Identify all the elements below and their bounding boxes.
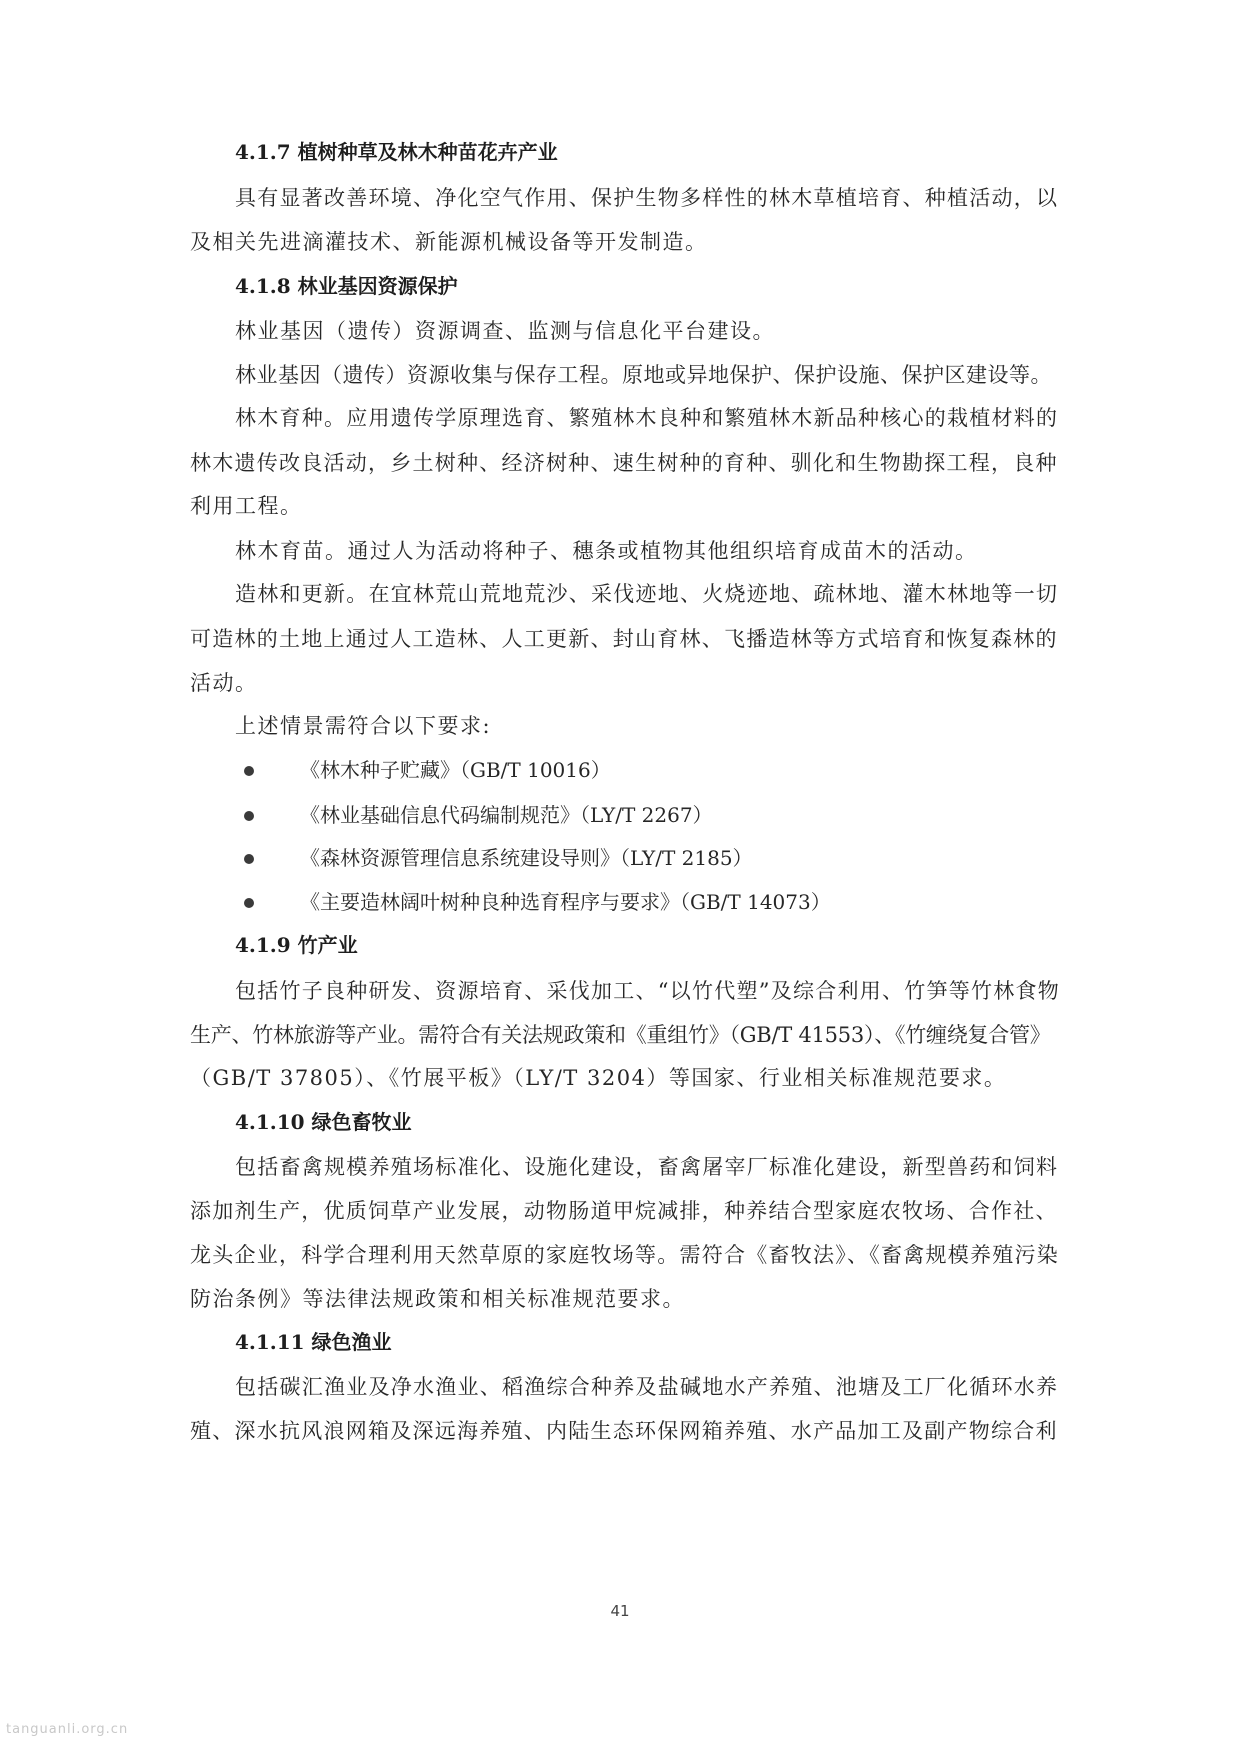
paragraph-line: 包括畜禽规模养殖场标准化、设施化建设，畜禽屠宰厂标准化建设，新型兽药和饲料 bbox=[235, 1155, 1059, 1179]
paragraph-line: 殖、深水抗风浪网箱及深远海养殖、内陆生态环保网箱养殖、水产品加工及副产物综合利 bbox=[190, 1419, 1058, 1443]
bullet-icon bbox=[244, 854, 254, 864]
section-heading-4-1-10: 4.1.10 绿色畜牧业 bbox=[235, 1110, 412, 1134]
list-item-text: 《林业基础信息代码编制规范》（LY/T 2267） bbox=[300, 803, 713, 827]
paragraph-line: 及相关先进滴灌技术、新能源机械设备等开发制造。 bbox=[190, 230, 708, 254]
paragraph-line: 龙头企业，科学合理利用天然草原的家庭牧场等。需符合《畜牧法》、《畜禽规模养殖污染 bbox=[190, 1243, 1059, 1267]
paragraph-line: 活动。 bbox=[190, 671, 258, 695]
watermark: tanguanli.org.cn bbox=[6, 1722, 129, 1737]
list-item-text: 《主要造林阔叶树种良种选育程序与要求》（GB/T 14073） bbox=[300, 890, 831, 914]
section-heading-4-1-11: 4.1.11 绿色渔业 bbox=[235, 1330, 392, 1354]
section-heading-4-1-7: 4.1.7 植树种草及林木种苗花卉产业 bbox=[235, 140, 558, 164]
bullet-icon bbox=[244, 898, 254, 908]
paragraph-line: 林木育种。应用遗传学原理选育、繁殖林木良种和繁殖林木新品种核心的栽植材料的 bbox=[235, 406, 1059, 430]
paragraph-line: 利用工程。 bbox=[190, 494, 303, 518]
paragraph-line: 林木遗传改良活动，乡土树种、经济树种、速生树种的育种、驯化和生物勘探工程，良种 bbox=[190, 451, 1058, 475]
paragraph-line: 上述情景需符合以下要求: bbox=[235, 714, 492, 738]
page-number: 41 bbox=[610, 1602, 630, 1620]
paragraph-line: 包括碳汇渔业及净水渔业、稻渔综合种养及盐碱地水产养殖、池塘及工厂化循环水养 bbox=[235, 1375, 1059, 1399]
paragraph-line: 包括竹子良种研发、资源培育、采伐加工、“以竹代塑”及综合利用、竹笋等竹林食物 bbox=[235, 979, 1060, 1003]
paragraph-line: 林业基因（遗传）资源收集与保存工程。原地或异地保护、保护设施、保护区建设等。 bbox=[235, 363, 1052, 387]
paragraph-line: 具有显著改善环境、净化空气作用、保护生物多样性的林木草植培育、种植活动，以 bbox=[235, 186, 1059, 210]
section-heading-4-1-9: 4.1.9 竹产业 bbox=[235, 933, 358, 957]
bullet-icon bbox=[244, 811, 254, 821]
section-heading-4-1-8: 4.1.8 林业基因资源保护 bbox=[235, 274, 458, 298]
list-item-text: 《林木种子贮藏》（GB/T 10016） bbox=[300, 758, 611, 782]
list-item-text: 《森林资源管理信息系统建设导则》（LY/T 2185） bbox=[300, 846, 753, 870]
paragraph-line: 可造林的土地上通过人工造林、人工更新、封山育林、飞播造林等方式培育和恢复森林的 bbox=[190, 627, 1058, 651]
bullet-icon bbox=[244, 766, 254, 776]
paragraph-line: 生产、竹林旅游等产业。需符合有关法规政策和《重组竹》（GB/T 41553）、《竹缠绕复合管》 bbox=[190, 1023, 1051, 1047]
paragraph-line: （GB/T 37805）、《竹展平板》（LY/T 3204）等国家、行业相关标准规范要求。 bbox=[190, 1066, 1007, 1090]
paragraph-line: 添加剂生产，优质饲草产业发展，动物肠道甲烷减排，种养结合型家庭农牧场、合作社、 bbox=[190, 1199, 1058, 1223]
paragraph-line: 防治条例》等法律法规政策和相关标准规范要求。 bbox=[190, 1287, 685, 1311]
paragraph-line: 造林和更新。在宜林荒山荒地荒沙、采伐迹地、火烧迹地、疏林地、灌木林地等一切 bbox=[235, 582, 1059, 606]
paragraph-line: 林木育苗。通过人为活动将种子、穗条或植物其他组织培育成苗木的活动。 bbox=[235, 539, 978, 563]
paragraph-line: 林业基因（遗传）资源调查、监测与信息化平台建设。 bbox=[235, 319, 775, 343]
